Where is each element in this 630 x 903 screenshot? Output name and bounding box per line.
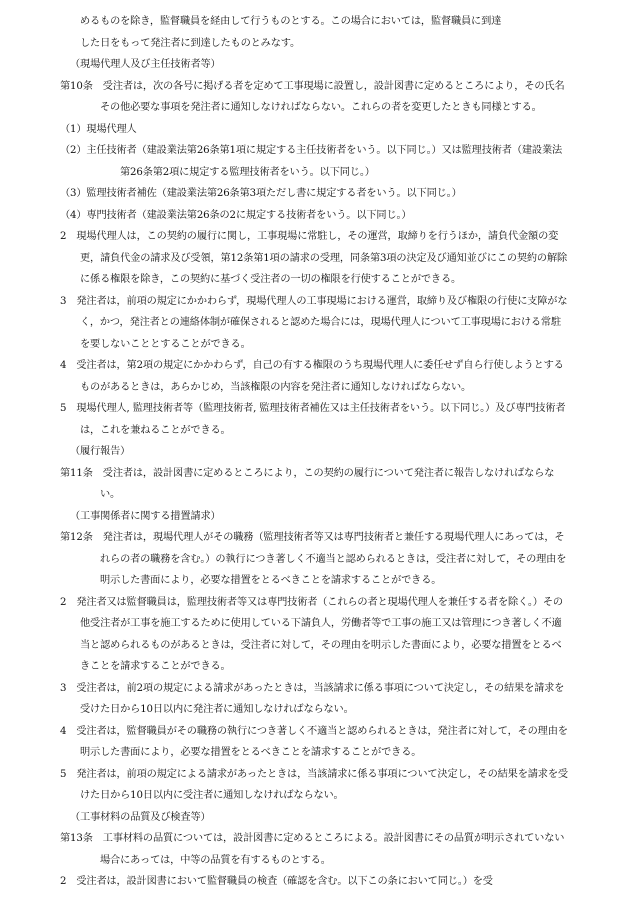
article-11: 第11条 受注者は，設計図書に定めるところにより，この契約の履行について発注者に報告しなければならない。 [60,467,555,500]
text-line: した日をもって発注者に到達したものとみなす。 [80,37,301,49]
article-10-item-3: （3）監理技術者補佐（建設業法第26条第3項ただし書に規定する者をいう。以下同じ。） [60,188,462,199]
article-13: 第13条 工事材料の品質については，設計図書に定めるところによる。設計図書にその品質が明示されていない場合にあっては，中等の品質を有するものとする。 [60,833,565,866]
article-10: 第10条 受注者は，次の各号に掲げる者を定めて工事現場に設置し，設計図書に定めるところにより，その氏名その他必要な事項を発注者に通知しなければならない。これらの者を変更したときも同様とする。 [60,80,565,113]
text-line: めるものを除き，監督職員を経由して行うものとする。この場合においては，監督職員に到達 [80,16,502,27]
article-12: 第12条 発注者は，現場代理人がその職務（監理技術者等又は専門技術者と兼任する現場代理人にあっては，それらの者の職務を含む。）の執行につき著しく不適当と認められるときは，受注者に対して，その理由を明示した書面により，必要な措置をとるべきことを請求することができる。 [60,532,567,586]
article-10-paragraph-2: 2 現場代理人は，この契約の履行に関し，工事現場に常駐し，その運営，取締りを行うほか，請負代金額の変更，請負代金の請求及び受領，第12条第1項の請求の受理，同条第3項の決定及び通知並びにこの契約の解除に係る権限を除き，この契約に基づく受注者の一切の権限を行使することができる。 [60,231,568,285]
article-12-paragraph-3: 3 受注者は，前2項の規定による請求があったときは，当該請求に係る事項について決定し，その結果を請求を受けた日から10日以内に発注者に通知しなければならない。 [60,682,565,715]
article-caption: （工事関係者に関する措置請求） [70,510,221,522]
article-caption: （工事材料の品質及び検査等） [70,811,211,823]
article-10-item-1: （1）現場代理人 [60,123,137,135]
article-13-paragraph-2: 2 受注者は，設計図書において監督職員の検査（確認を含む。以下この条において同じ。）を受 [60,876,493,887]
article-12-paragraph-4: 4 受注者は，監督職員がその職務の執行につき著しく不適当と認められるときは，発注者に対して，その理由を明示した書面により，必要な措置をとるべきことを請求することができる。 [60,725,568,758]
article-10-paragraph-4: 4 受注者は，第2項の規定にかかわらず，自己の有する権限のうち現場代理人に委任せず自ら行使しようとするものがあるときは，あらかじめ，当該権限の内容を発注者に通知しなければならない。 [60,360,564,393]
article-10-paragraph-5: 5 現場代理人, 監理技術者等（監理技術者, 監理技術者補佐又は主任技術者をいう。以下同じ。）及び専門技術者は，これを兼ねることができる。 [60,403,566,436]
article-10-item-2: （2）主任技術者（建設業法第26条第1項に規定する主任技術者をいう。以下同じ。）又は監理技術者（建設業法第26条第2項に規定する監理技術者をいう。以下同じ。） [60,145,563,178]
article-10-item-4: （4）専門技術者（建設業法第26条の2に規定する技術者をいう。以下同じ。） [60,209,412,221]
article-caption: （履行報告） [70,446,131,457]
article-caption: （現場代理人及び主任技術者等） [70,59,221,70]
article-10-paragraph-3: 3 発注者は，前項の規定にかかわらず，現場代理人の工事現場における運営，取締り及び権限の行使に支障がなく，かつ，発注者との連絡体制が確保されると認めた場合には，現場代理人について工事現場における常駐を要しないこととすることができる。 [60,295,568,350]
article-12-paragraph-5: 5 発注者は，前項の規定による請求があったときは，当該請求に係る事項について決定し，その結果を請求を受けた日から10日以内に受注者に通知しなければならない。 [60,768,568,801]
article-12-paragraph-2: 2 発注者又は監督職員は，監理技術者等又は専門技術者（これらの者と現場代理人を兼任する者を除く。）その他受注者が工事を施工するために使用している下請負人，労働者等で工事の施工又は管理につき著しく不適当と認められるものがあるときは，受注者に対して，その理由を明示した書面により，必要な措置をとるべきことを請求することができる。 [60,596,563,672]
